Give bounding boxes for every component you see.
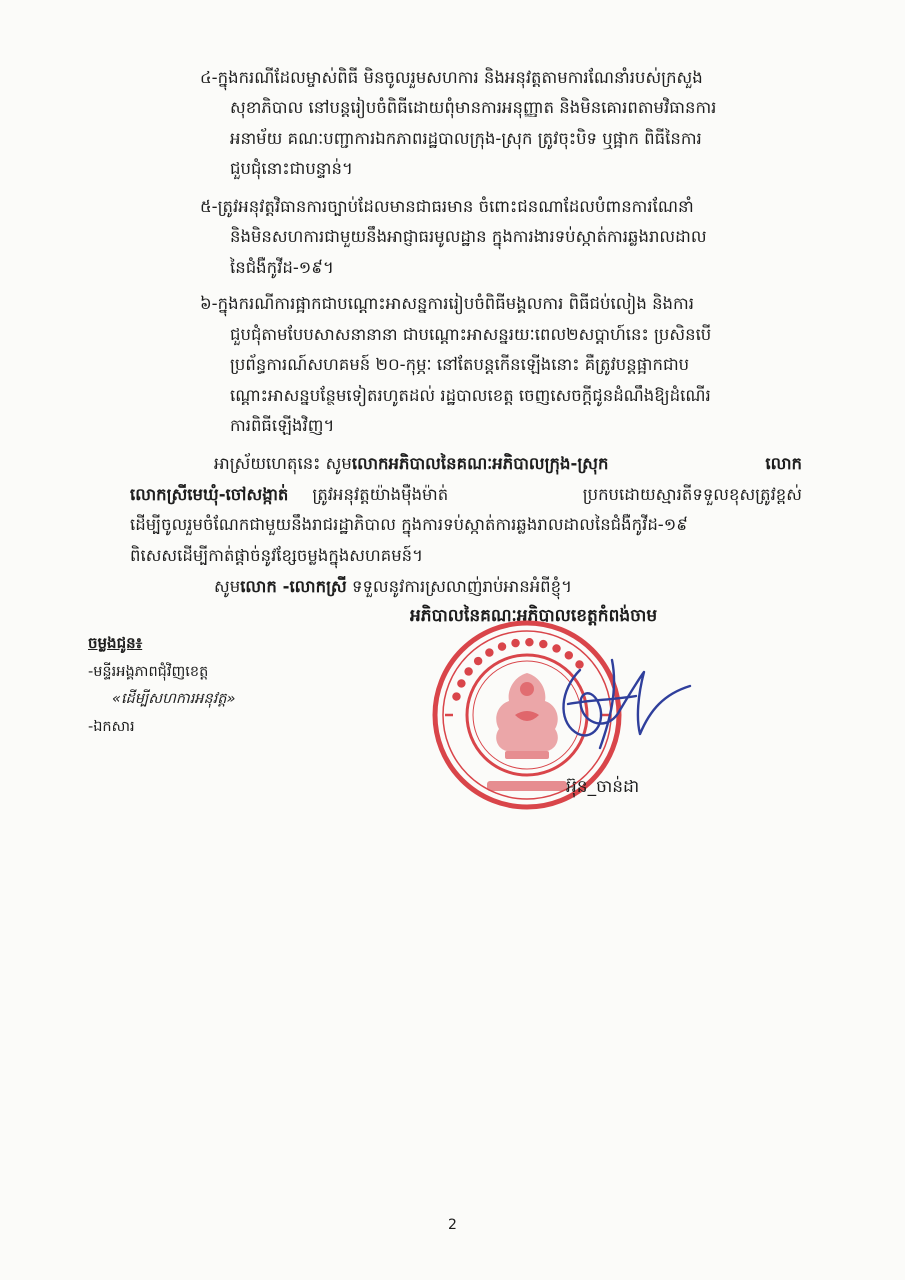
item-4-line-1: ៤-ក្នុងករណីដែលម្ចាស់ពិធី មិនចូលរួមសហការ និងអនុវត្តតាមការណែនាំរបស់ក្រសួង [200,68,703,87]
page-number: 2 [448,1217,457,1233]
item-6-line-1: ៦-ក្នុងករណីការផ្អាកជាបណ្ដោះអាសន្នការរៀបចំពិធីមង្គលការ ពិធីជប់លៀង និងការ [200,294,694,313]
cc-item-2: «ដើម្បីសហការអនុវត្ត» [112,691,236,707]
handwritten-signature [540,650,700,760]
closing-line-2 [130,483,802,507]
item-6-line-5: ការពិធីឡើងវិញ។ [230,416,335,435]
item-5-line-2: និងមិនសហការជាមួយនឹងអាជ្ញាធរមូលដ្ឋាន ក្នុងការងារទប់ស្កាត់ការឆ្លងរាលដាល [230,227,707,246]
regards-line [214,575,572,599]
closing-line-3: ដើម្បីចូលរួមចំណែកជាមួយនឹងរាជរដ្ឋាភិបាល ក្នុងការទប់ស្កាត់ការឆ្លងរាលដាលនៃជំងឺកូវីដ-១៩ [130,515,688,534]
regards-rest: ទទួលនូវការស្រលាញ់រាប់អានអំពីខ្ញុំ។ [346,577,573,596]
closing-line-2-bold: លោកស្រីមេឃុំ-ចៅសង្កាត់ [130,485,289,504]
closing-line-1-bold: លោកអភិបាលនៃគណៈអភិបាលក្រុង-ស្រុក លោក [351,454,802,473]
regards-bold: លោក -លោកស្រី [240,577,347,596]
cc-title: ចម្លងជូន៖ [88,634,143,652]
item-5-line-1: ៥-ត្រូវអនុវត្តវិធានការច្បាប់ដែលមានជាធរមាន ចំពោះជនណាដែលបំពានការណែនាំ [200,197,694,216]
closing-line-1-text: អាស្រ័យហេតុនេះ សូម [214,454,352,473]
signer-title: អភិបាលនៃគណៈអភិបាលខេត្តកំពង់ចាម [410,606,658,626]
signer-name: អ៊ុន_ចាន់ដា [566,777,640,797]
item-4-line-3: អនាម័យ គណៈបញ្ជាការឯកភាពរដ្ឋបាលក្រុង-ស្រុក ត្រូវចុះបិទ ឬផ្អាក ពិធីនៃការ [230,129,702,148]
item-5-line-3: នៃជំងឺកូវីដ-១៩។ [230,258,334,277]
cc-item-3: -ឯកសារ [88,719,135,735]
closing-line-1 [214,452,802,476]
item-4-line-4: ជួបជុំនោះជាបន្ទាន់។ [230,159,353,178]
closing-line-4: ពិសេសដើម្បីកាត់ផ្តាច់នូវខ្សែចម្លងក្នុងសហគមន៍។ [130,546,424,565]
svg-text:● ● ● ● ● ● ● ● ● ● ● ●: ● ● ● ● ● ● ● ● ● ● ● ● [448,634,588,703]
closing-line-2-text: ត្រូវអនុវត្តយ៉ាងម៉ឺងម៉ាត់ ប្រកបដោយស្មារតីទទួលខុសត្រូវខ្ពស់ [312,485,802,504]
cc-item-1: -មន្ទីរអង្គភាពជុំវិញខេត្ត [88,664,209,680]
regards-text: សូម [214,577,241,596]
item-4-line-2: សុខាភិបាល នៅបន្តរៀបចំពិធីដោយពុំមានការអនុញ្ញាត និងមិនគោរពតាមវិធានការ [230,98,717,117]
item-6-line-2: ជួបជុំតាមបែបសាសនានានា ជាបណ្ដោះអាសន្នរយៈពេល២សប្ដាហ៍នេះ ប្រសិនបើ [230,325,712,344]
item-6-line-3: ប្រព័ន្ធការណ៍សហគមន៍ ២០-កុម្ភៈ នៅតែបន្តកើនឡើងនោះ គឺត្រូវបន្តផ្អាកជាប [230,355,690,374]
item-6-line-4: ណ្តោះអាសន្នបន្ថែមទៀតរហូតដល់ រដ្ឋបាលខេត្ត ចេញសេចក្ដីជូនដំណឹងឱ្យដំណើរ [230,386,711,405]
